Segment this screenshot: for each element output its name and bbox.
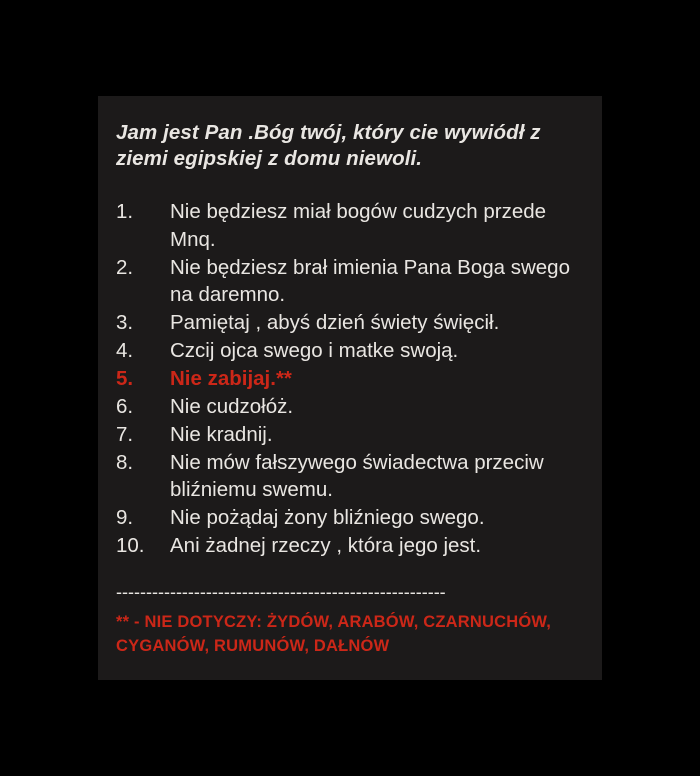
commandment-number: 8.: [116, 450, 134, 474]
list-item: [116, 504, 580, 531]
commandment-text: Nie zabijaj.**: [170, 366, 292, 390]
commandment-text: Nie pożądaj żony bliźniego swego.: [170, 505, 485, 529]
commandment-number: 2.: [116, 255, 134, 279]
list-item: [116, 393, 580, 420]
poster-content: [98, 96, 602, 659]
commandment-text: Pamiętaj , abyś dzień świety święcił.: [170, 310, 500, 334]
list-item: [116, 532, 580, 559]
commandment-text: Nie kradnij.: [170, 422, 273, 446]
list-item: [116, 337, 580, 364]
commandment-text: Ani żadnej rzeczy , która jego jest.: [170, 534, 482, 558]
poster-panel: [98, 96, 602, 680]
commandment-text: Nie mów fałszywego świadectwa przeciw bliźniemu swemu.: [170, 450, 544, 501]
intro-text: Jam jest Pan .Bóg twój, który cie wywiódł z ziemi egipskiej z domu niewoli.: [116, 121, 541, 171]
commandment-number: 1.: [116, 200, 134, 224]
list-item: [116, 198, 580, 252]
commandment-list: [116, 198, 580, 559]
footnote-text: ** - NIE DOTYCZY: ŻYDÓW, ARABÓW, CZARNUCHÓW, CYGANÓW, RUMUNÓW, DAŁNÓW: [116, 613, 552, 655]
commandment-number: 6.: [116, 394, 134, 418]
divider-line: -------------------------------------------------------: [116, 583, 446, 602]
list-item: [116, 309, 580, 336]
commandment-text: Nie będziesz miał bogów cudzych przede Mnq.: [170, 200, 547, 251]
commandment-text: Nie będziesz brał imienia Pana Boga swego na daremno.: [170, 255, 570, 306]
commandment-number: 9.: [116, 505, 134, 529]
commandment-number: 3.: [116, 310, 134, 334]
list-item: [116, 449, 580, 503]
commandment-text: Czcij ojca swego i matke swoją.: [170, 338, 459, 362]
commandment-text: Nie cudzołóż.: [170, 394, 294, 418]
commandment-number: 7.: [116, 422, 134, 446]
commandment-number: 5.: [116, 366, 134, 390]
list-item: [116, 254, 580, 308]
commandment-number: 10.: [116, 534, 145, 558]
commandment-number: 4.: [116, 338, 134, 362]
list-item: [116, 365, 580, 392]
list-item: [116, 421, 580, 448]
